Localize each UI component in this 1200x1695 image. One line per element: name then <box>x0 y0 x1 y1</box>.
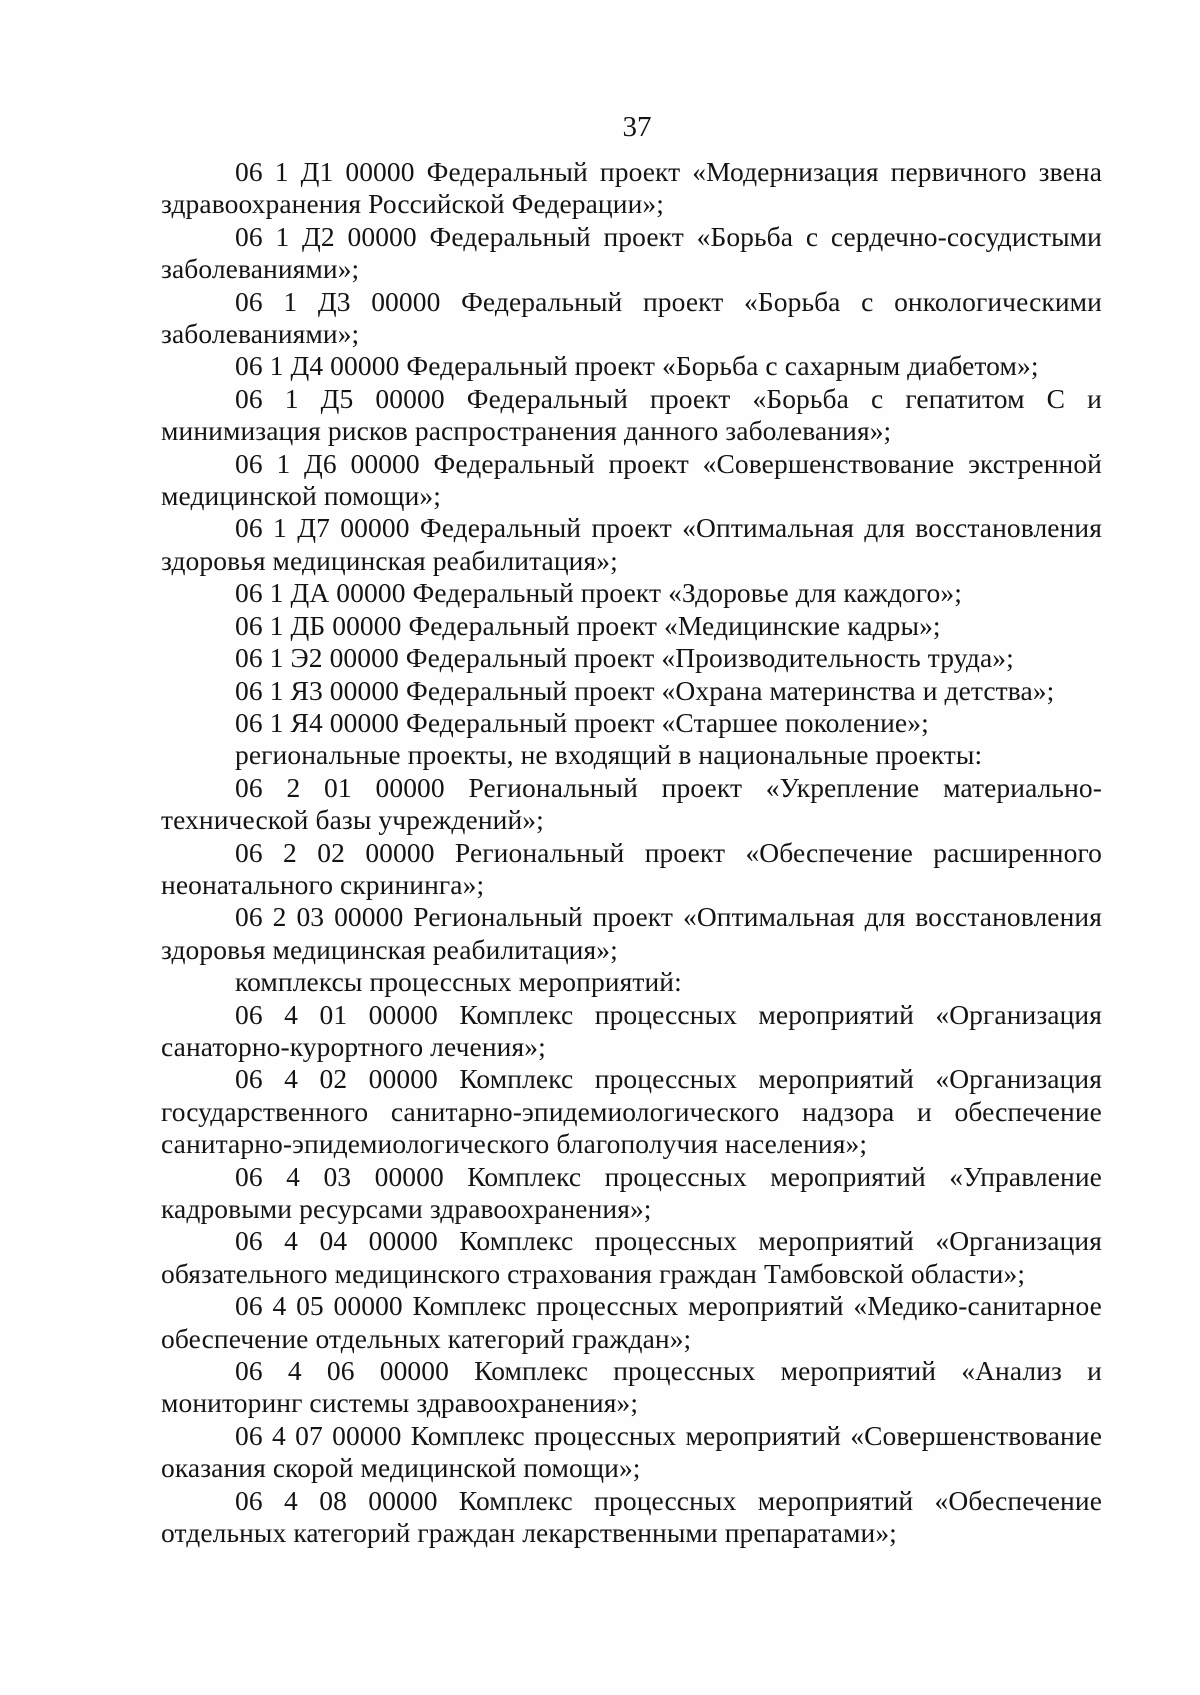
paragraph: 06 1 Д7 00000 Федеральный проект «Оптимальная для восстановления здоровья медицинская реабилитация»; <box>161 512 1102 576</box>
paragraph: 06 1 Д6 00000 Федеральный проект «Совершенствование экстренной медицинской помощи»; <box>161 447 1102 512</box>
paragraph: 06 2 02 00000 Региональный проект «Обеспечение расширенного неонатального скрининга»; <box>161 836 1102 900</box>
paragraph: 06 1 Я3 00000 Федеральный проект «Охрана материнства и детства»; <box>235 674 1055 706</box>
paragraph: 06 4 07 00000 Комплекс процессных мероприятий «Совершенствование оказания скорой медицинской помощи»; <box>161 1419 1102 1484</box>
page-number: 37 <box>622 111 652 143</box>
paragraph: 06 4 02 00000 Комплекс процессных мероприятий «Организация государственного санитарно-эпидемиологического надзора и обеспечение санитарно-эпидемиологического благополучия населения»; <box>161 1063 1102 1160</box>
paragraph: 06 4 05 00000 Комплекс процессных мероприятий «Медико-санитарное обеспечение отдельных категорий граждан»; <box>161 1290 1102 1354</box>
section-heading: комплексы процессных мероприятий: <box>235 966 682 998</box>
paragraph: 06 1 Д2 00000 Федеральный проект «Борьба с сердечно-сосудистыми заболеваниями»; <box>161 220 1102 285</box>
paragraph: 06 4 01 00000 Комплекс процессных мероприятий «Организация санаторно-курортного лечения»; <box>161 998 1102 1062</box>
paragraph: 06 1 Д3 00000 Федеральный проект «Борьба с онкологическими заболеваниями»; <box>161 285 1102 350</box>
paragraph: 06 1 ДА 00000 Федеральный проект «Здоровье для каждого»; <box>235 577 962 609</box>
document-body <box>161 156 1102 1549</box>
paragraph: 06 1 Д4 00000 Федеральный проект «Борьба с сахарным диабетом»; <box>235 350 1039 382</box>
paragraph: 06 1 ДБ 00000 Федеральный проект «Медицинские кадры»; <box>235 609 941 641</box>
paragraph: 06 1 Я4 00000 Федеральный проект «Старшее поколение»; <box>235 706 929 738</box>
paragraph: 06 4 06 00000 Комплекс процессных мероприятий «Анализ и мониторинг системы здравоохранения»; <box>161 1355 1102 1419</box>
paragraph: 06 2 01 00000 Региональный проект «Укрепление материально-технической базы учреждений»; <box>161 771 1102 836</box>
paragraph: 06 4 03 00000 Комплекс процессных мероприятий «Управление кадровыми ресурсами здравоохранения»; <box>161 1160 1102 1224</box>
paragraph: 06 1 Д1 00000 Федеральный проект «Модернизация первичного звена здравоохранения Российской Федерации»; <box>161 156 1102 220</box>
paragraph: 06 4 04 00000 Комплекс процессных мероприятий «Организация обязательного медицинского страхования граждан Тамбовской области»; <box>161 1225 1102 1289</box>
paragraph: 06 4 08 00000 Комплекс процессных мероприятий «Обеспечение отдельных категорий граждан лекарственными препаратами»; <box>161 1484 1102 1549</box>
paragraph: 06 1 Д5 00000 Федеральный проект «Борьба с гепатитом С и минимизация рисков распространения данного заболевания»; <box>161 382 1102 447</box>
paragraph: 06 2 03 00000 Региональный проект «Оптимальная для восстановления здоровья медицинская реабилитация»; <box>161 901 1102 965</box>
paragraph: 06 1 Э2 00000 Федеральный проект «Производительность труда»; <box>235 642 1014 674</box>
section-heading: региональные проекты, не входящий в национальные проекты: <box>235 739 983 771</box>
